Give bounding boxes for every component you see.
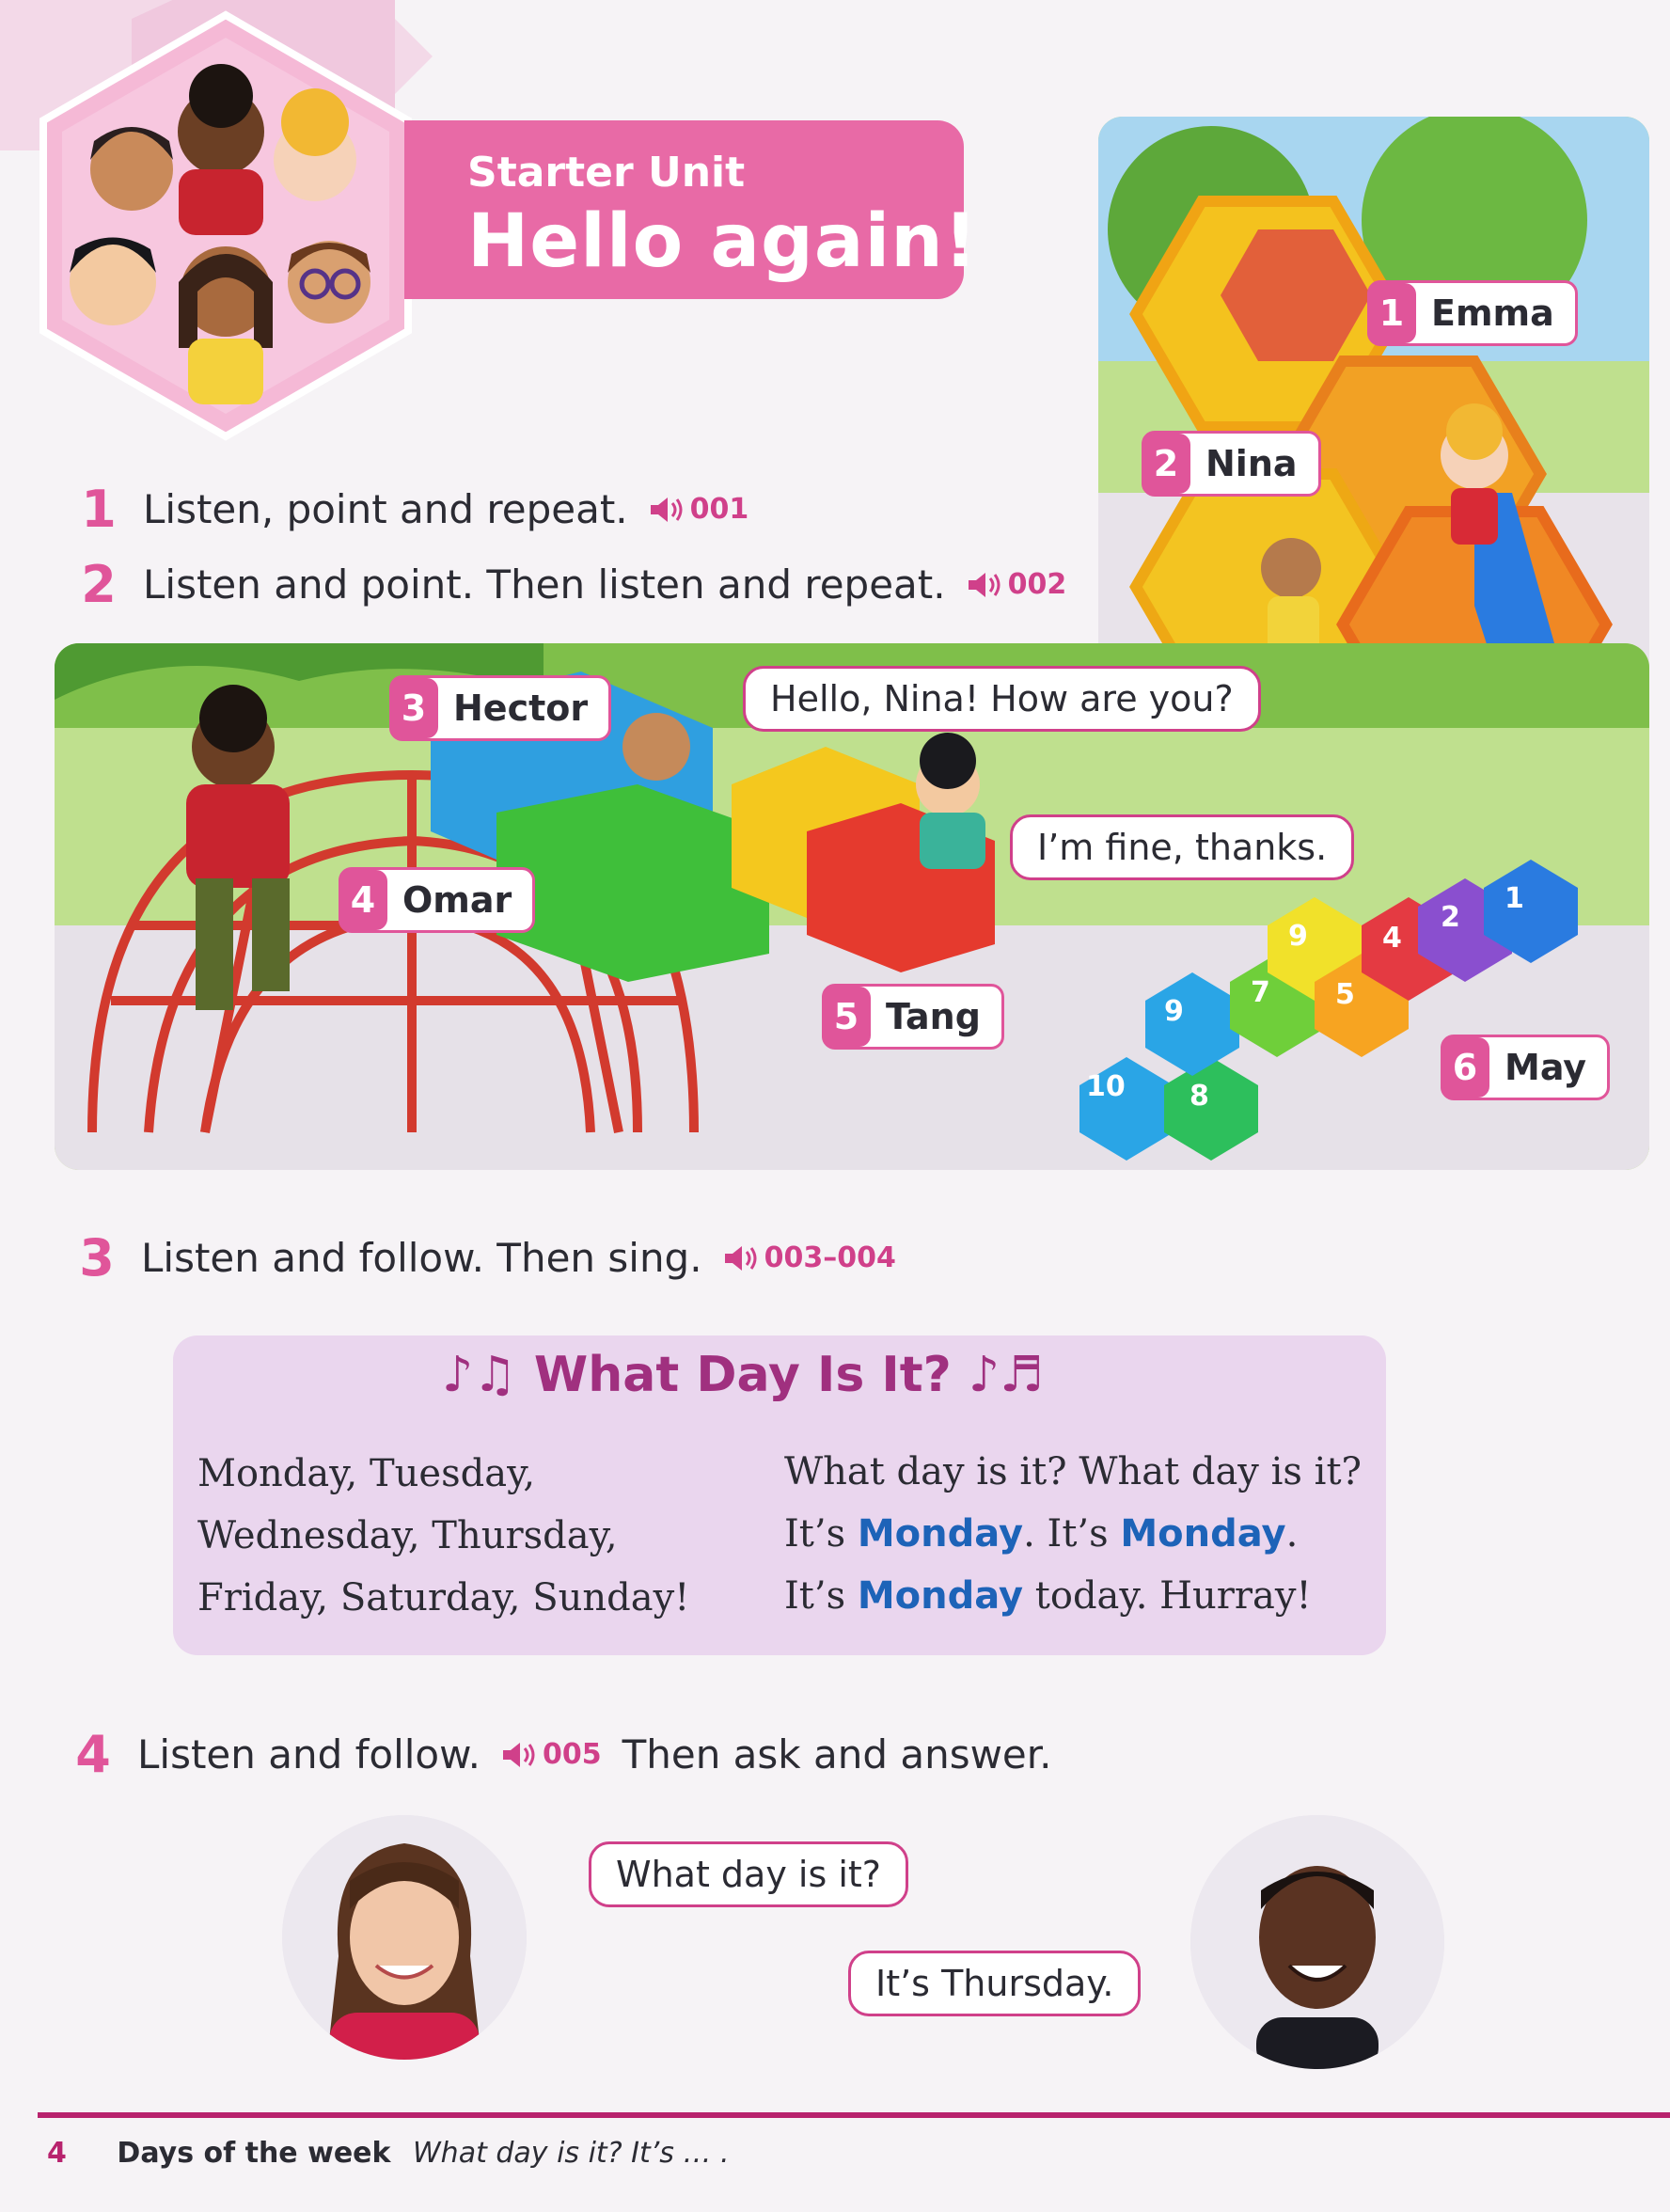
- character-number: 6: [1441, 1037, 1489, 1098]
- page-number: 4: [47, 2137, 67, 2170]
- hopscotch-number: 8: [1189, 1080, 1209, 1113]
- character-name: Hector: [453, 687, 589, 729]
- activity-instruction: Then ask and answer.: [622, 1731, 1052, 1778]
- character-name: Omar: [402, 879, 512, 921]
- girl-avatar: [282, 1815, 527, 2060]
- footer-divider: [38, 2112, 1670, 2118]
- speaker-icon: [649, 496, 685, 524]
- track-number: 002: [1007, 568, 1067, 601]
- speaker-icon: [501, 1741, 537, 1769]
- footer-phrase: What day is it? It’s … .: [413, 2137, 730, 2170]
- hopscotch-number: 7: [1251, 976, 1270, 1009]
- activity-number: 1: [81, 480, 117, 539]
- character-name: Tang: [886, 996, 981, 1037]
- song-word: It’s: [784, 1512, 846, 1556]
- activity-number: 4: [75, 1725, 111, 1784]
- activity-instruction: Listen and point. Then listen and repeat.: [143, 561, 946, 608]
- song-word: It’s: [784, 1574, 846, 1618]
- unit-title: Hello again!: [467, 199, 979, 284]
- song-line-left: Wednesday, Thursday,: [197, 1514, 618, 1557]
- character-number: 3: [389, 678, 438, 738]
- audio-track[interactable]: [649, 493, 749, 526]
- track-number: 003–004: [764, 1241, 896, 1274]
- hopscotch-number: 9: [1164, 995, 1184, 1028]
- song-line-right: [784, 1574, 1312, 1618]
- song-highlight-day: Monday: [857, 1512, 1024, 1556]
- character-number: 1: [1367, 283, 1416, 343]
- song-line-left: Monday, Tuesday,: [197, 1452, 536, 1495]
- song-line-left: Friday, Saturday, Sunday!: [197, 1576, 690, 1620]
- activity-number: 3: [79, 1228, 115, 1288]
- character-tag-tang: [822, 984, 1004, 1050]
- footer: [47, 2137, 730, 2170]
- track-number: 005: [542, 1738, 602, 1771]
- hopscotch-number: 1: [1505, 882, 1524, 915]
- song-title: What Day Is It?: [533, 1347, 952, 1403]
- activity-instruction: Listen and follow. Then sing.: [141, 1235, 702, 1281]
- character-tag-emma: [1367, 280, 1578, 346]
- girl-photo: [282, 1815, 527, 2060]
- hopscotch-number: 5: [1335, 978, 1355, 1011]
- song-word: today. Hurray!: [1034, 1574, 1312, 1618]
- activity-instruction: Listen and follow.: [137, 1731, 481, 1778]
- song-punctuation: .: [1285, 1512, 1299, 1556]
- hopscotch-number: 10: [1086, 1070, 1126, 1103]
- activity-1: [75, 480, 748, 539]
- track-number: 001: [689, 493, 749, 526]
- footer-topic: Days of the week: [117, 2137, 391, 2170]
- dialogue-answer-bubble: It’s Thursday.: [848, 1951, 1141, 2016]
- dialogue-question-bubble: What day is it?: [589, 1841, 908, 1907]
- character-number: 4: [339, 870, 387, 930]
- character-number: 2: [1142, 434, 1190, 494]
- boy-avatar: [1190, 1815, 1444, 2069]
- character-number: 5: [822, 987, 871, 1047]
- audio-track[interactable]: [967, 568, 1067, 601]
- character-tag-nina: [1142, 431, 1321, 497]
- character-name: Emma: [1431, 292, 1554, 334]
- music-note-icon: ♪♬: [968, 1347, 1044, 1403]
- speech-bubble-answer: I’m fine, thanks.: [1010, 814, 1354, 880]
- activity-3: [73, 1228, 896, 1288]
- audio-track[interactable]: [501, 1738, 602, 1771]
- boy-photo: [1190, 1815, 1444, 2069]
- speaker-icon: [723, 1244, 759, 1272]
- song-punctuation: .: [1023, 1512, 1035, 1556]
- song-highlight-day: Monday: [857, 1574, 1024, 1618]
- hopscotch-number: 9: [1288, 920, 1308, 953]
- song-highlight-day: Monday: [1120, 1512, 1286, 1556]
- character-name: Nina: [1205, 443, 1298, 484]
- audio-track[interactable]: [723, 1241, 896, 1274]
- activity-number: 2: [81, 555, 117, 614]
- song-line-right: What day is it? What day is it?: [784, 1450, 1362, 1493]
- unit-subtitle: Starter Unit: [467, 149, 746, 197]
- character-tag-omar: [339, 867, 535, 933]
- song-line-right: [784, 1512, 1298, 1556]
- activity-instruction: Listen, point and repeat.: [143, 486, 628, 532]
- speaker-icon: [967, 571, 1002, 599]
- activity-4: [70, 1725, 1052, 1784]
- characters-hexagon-illustration: [28, 9, 423, 442]
- music-note-icon: ♪♫: [442, 1347, 517, 1403]
- character-tag-hector: [389, 675, 611, 741]
- hopscotch-number: 2: [1441, 901, 1460, 934]
- character-name: May: [1505, 1047, 1587, 1088]
- song-title-row: [442, 1347, 1044, 1403]
- hopscotch-number: 4: [1382, 922, 1402, 955]
- song-word: It’s: [1047, 1512, 1109, 1556]
- character-tag-may: [1441, 1035, 1610, 1100]
- speech-bubble-question: Hello, Nina! How are you?: [743, 666, 1261, 732]
- activity-2: [75, 555, 1066, 614]
